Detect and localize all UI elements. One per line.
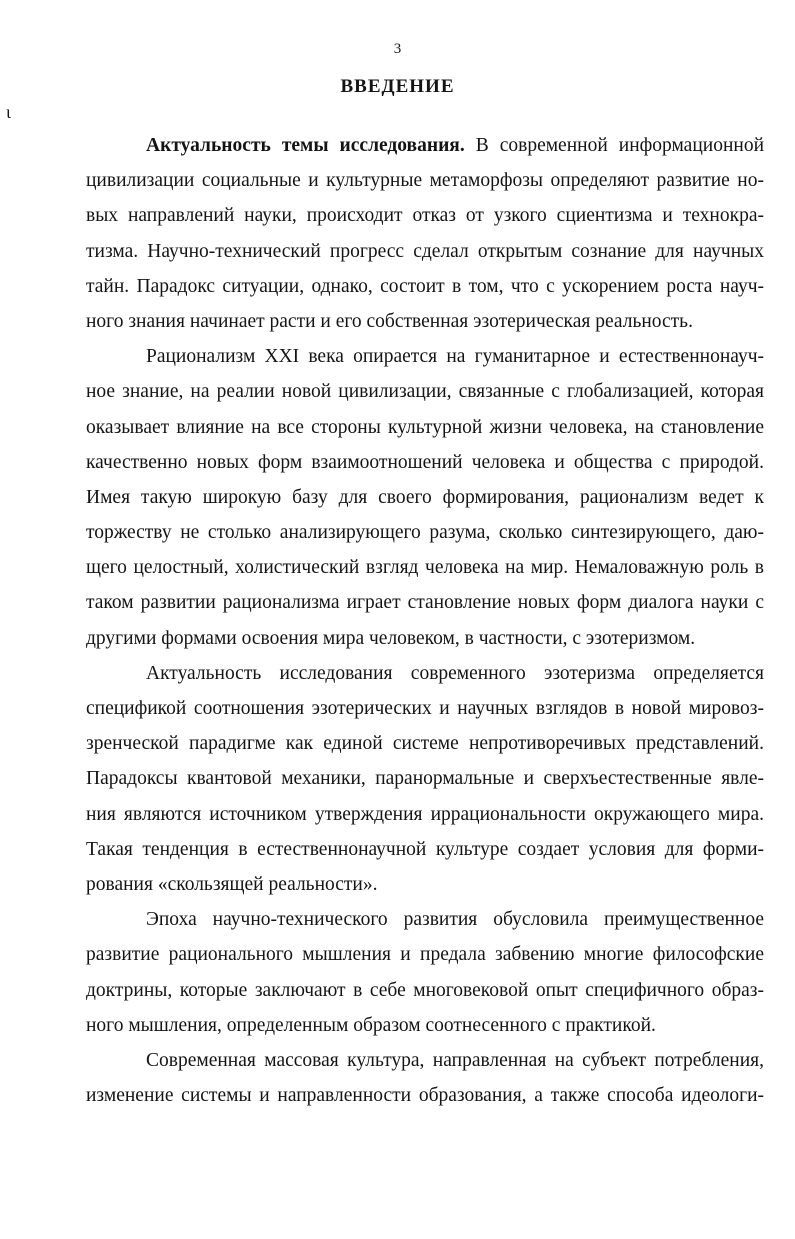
- text-line: развитие рационального мышления и предала забвению многие философские: [86, 944, 764, 966]
- paragraph-epoch: [86, 902, 764, 1043]
- scan-artifact-mark: ι: [6, 102, 11, 122]
- page-number: 3: [393, 41, 402, 57]
- text-line: другими формами освоения мира человеком, в частности, с эзотеризмом.: [86, 627, 696, 649]
- text-line: Имея такую широкую базу для своего формирования, рационализм ведет к: [86, 486, 764, 508]
- text-line-content: В современной информационной: [464, 135, 765, 156]
- text-line: Современная массовая культура, направленная на субъект потребления,: [146, 1049, 764, 1071]
- text-line: щего целостный, холистический взгляд человека на мир. Немаловажную роль в: [86, 557, 764, 579]
- text-line: изменение системы и направленности образования, а также способа идеологи-: [86, 1085, 764, 1107]
- text-line: Актуальность исследования современного эзотеризма определяется: [146, 662, 764, 684]
- text-line: тизма. Научно-технический прогресс сделал открытым сознание для научных: [86, 240, 764, 262]
- text-line: оказывает влияние на все стороны культурной жизни человека, на становление: [86, 416, 764, 438]
- page-title: ВВЕДЕНИЕ: [340, 76, 455, 97]
- text-line: доктрины, которые заключают в себе многовековой опыт специфичного образ-: [86, 979, 764, 1001]
- text-line: зренческой парадигме как единой системе непротиворечивых представлений.: [86, 733, 764, 755]
- body-text: [86, 128, 764, 1113]
- text-line: ного знания начинает расти и его собственная эзотерическая реальность.: [86, 310, 693, 332]
- text-line: цивилизации социальные и культурные метаморфозы определяют развитие но-: [86, 170, 764, 192]
- text-line: вых направлений науки, происходит отказ от узкого сциентизма и технокра-: [86, 205, 764, 227]
- text-line: Такая тенденция в естественнонаучной культуре создает условия для форми-: [86, 838, 764, 860]
- text-line: качественно новых форм взаимоотношений человека и общества с природой.: [86, 451, 764, 473]
- text-line: ния являются источником утверждения иррациональности окружающего мира.: [86, 803, 764, 825]
- text-line: [86, 128, 764, 163]
- paragraph-lead: Актуальность темы исследования.: [146, 135, 465, 156]
- text-line: спецификой соотношения эзотерических и научных взглядов в новой мировоз-: [86, 698, 764, 719]
- text-line: тайн. Парадокс ситуации, однако, состоит в том, что с ускорением роста науч-: [86, 275, 764, 297]
- paragraph-relevance: [86, 128, 764, 339]
- paragraph-mass-culture: [86, 1043, 764, 1113]
- text-line: ного мышления, определенным образом соотнесенного с практикой.: [86, 1014, 656, 1036]
- paragraph-rationalism: [86, 339, 764, 656]
- text-line: Рационализм XXI века опирается на гуманитарное и естественнонауч-: [146, 346, 764, 368]
- text-line: торжеству не столько анализирующего разума, сколько синтезирующего, даю-: [86, 522, 764, 544]
- text-line: Парадоксы квантовой механики, паранормальные и сверхъестественные явле-: [86, 768, 764, 790]
- paragraph-esoterism: [86, 656, 764, 902]
- text-line: рования «скользящей реальности».: [86, 873, 378, 895]
- text-line: таком развитии рационализма играет становление новых форм диалога науки с: [86, 592, 764, 614]
- text-line: Эпоха научно-технического развития обусловила преимущественное: [146, 909, 764, 931]
- text-line: ное знание, на реалии новой цивилизации, связанные с глобализацией, которая: [86, 381, 764, 403]
